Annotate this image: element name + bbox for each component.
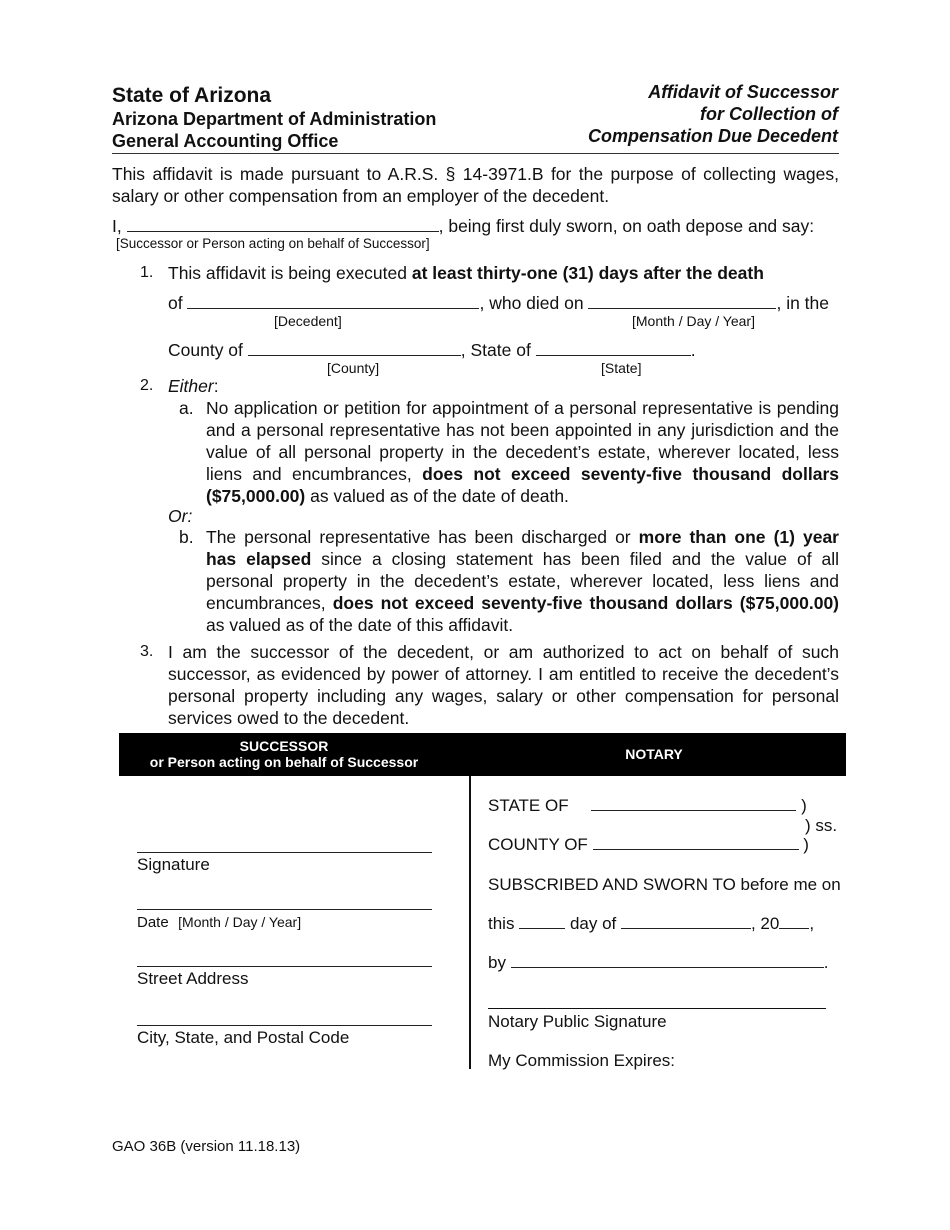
item1-county-line xyxy=(168,339,696,361)
notary-by-line: by . xyxy=(488,953,829,972)
header-divider xyxy=(112,153,839,154)
date-field[interactable] xyxy=(137,909,432,910)
item3-text: I am the successor of the decedent, or am authorized to act on behalf of such successor, as evidenced by power of attorney. I am entitled to receive the decedent’s personal property including any wages, salary or other compensation for personal services owed to the decedent. xyxy=(168,642,839,728)
successor-name-field[interactable] xyxy=(127,231,439,232)
by-label: by xyxy=(488,953,506,972)
item2a-letter: a. xyxy=(179,398,194,418)
county-prefix: County of xyxy=(168,340,243,360)
of-prefix: of xyxy=(168,293,183,313)
issuer-state: State of Arizona xyxy=(112,84,272,107)
item2a-text2: as valued as of the date of death. xyxy=(305,486,569,506)
notary-county-field[interactable] xyxy=(593,849,799,850)
notary-state-field[interactable] xyxy=(591,810,796,811)
item2a-text1: No application or petition for appointment of a personal representative is pending and a personal representative has not been appointed in any jurisdiction and the value of all personal property in the decedent’s estate, wherever located, less liens and encumbrances, xyxy=(206,398,839,484)
notary-day-field[interactable] xyxy=(519,928,565,929)
oath-line xyxy=(112,215,839,237)
subscribed-text: SUBSCRIBED AND SWORN TO before me on xyxy=(488,875,841,894)
decedent-name-field[interactable] xyxy=(187,308,479,309)
state-paren: ) xyxy=(801,796,807,815)
date-hint: [Month / Day / Year] xyxy=(178,914,302,930)
county-label: [County] xyxy=(327,360,380,376)
ss-label: ) ss. xyxy=(805,816,838,835)
successor-name-label: [Successor or Person acting on behalf of Successor] xyxy=(116,236,430,251)
item1-decedent-line xyxy=(168,292,829,314)
date-label-group xyxy=(137,912,301,932)
successor-header-line2: or Person acting on behalf of Successor xyxy=(149,754,419,770)
signature-table-header xyxy=(119,733,846,776)
death-date-field[interactable] xyxy=(588,308,776,309)
year-comma: , xyxy=(809,914,815,933)
state-of-label: STATE OF xyxy=(488,796,569,815)
form-title-line3: Compensation Due Decedent xyxy=(587,126,838,146)
state-prefix: , State of xyxy=(460,340,531,360)
item1-text-bold: at least thirty-one (31) days after the death xyxy=(411,263,764,283)
either-label xyxy=(168,375,219,397)
city-state-zip-label: City, State, and Postal Code xyxy=(137,1028,350,1047)
death-date-label: [Month / Day / Year] xyxy=(632,313,755,329)
commission-expires-label: My Commission Expires: xyxy=(488,1051,676,1070)
signature-label: Signature xyxy=(137,855,210,874)
notary-by-field[interactable] xyxy=(511,967,824,968)
successor-header-line1: SUCCESSOR xyxy=(239,738,329,754)
state-field[interactable] xyxy=(536,355,691,356)
notary-header: NOTARY xyxy=(625,746,683,762)
street-address-field[interactable] xyxy=(137,966,432,967)
item2b-text2: since a closing statement has been filed and the value of all personal property in the decedent’s estate, wherever located, less liens and encumbrances, xyxy=(206,549,839,613)
notary-date-line xyxy=(488,914,814,934)
form-title-line1: Affidavit of Successor xyxy=(648,82,838,102)
or-label: Or: xyxy=(168,506,193,526)
item2b-letter: b. xyxy=(179,527,194,547)
period: . xyxy=(690,340,696,360)
item1-text xyxy=(168,262,839,284)
date-label: Date xyxy=(137,914,169,931)
city-state-zip-field[interactable] xyxy=(137,1025,432,1026)
county-of-label: COUNTY OF xyxy=(488,835,588,854)
issuer-department: Arizona Department of Administration xyxy=(112,109,437,129)
item1-number: 1. xyxy=(140,264,154,281)
notary-state-line xyxy=(488,796,807,816)
item2b-bold2: does not exceed seventy-five thousand dollars ($75,000.00) xyxy=(332,593,839,613)
notary-signature-field[interactable] xyxy=(488,1008,826,1009)
oath-prefix: I, xyxy=(112,216,122,236)
signature-field[interactable] xyxy=(137,852,432,853)
this-label: this xyxy=(488,914,515,933)
died-on-text: , who died on xyxy=(479,293,584,313)
day-of-label: day of xyxy=(569,914,617,933)
either-text: Either xyxy=(168,376,214,396)
state-label: [State] xyxy=(601,360,642,376)
year-prefix: , 20 xyxy=(750,914,780,933)
item1-text-plain: This affidavit is being executed xyxy=(168,263,412,283)
item2b-text xyxy=(206,526,839,636)
item2b-text3: as valued as of the date of this affidavit. xyxy=(206,615,514,635)
issuer-office: General Accounting Office xyxy=(112,131,339,151)
either-colon: : xyxy=(213,376,219,396)
in-the-text: , in the xyxy=(776,293,830,313)
item2a-bold: does not exceed seventy-five thousand dollars ($75,000.00) xyxy=(206,464,840,506)
column-divider xyxy=(469,776,471,1069)
notary-signature-label: Notary Public Signature xyxy=(488,1012,667,1031)
county-field[interactable] xyxy=(248,355,461,356)
item3-number: 3. xyxy=(140,643,154,660)
oath-suffix: , being first duly sworn, on oath depose and say: xyxy=(438,216,815,236)
decedent-label: [Decedent] xyxy=(274,313,342,329)
item2-number: 2. xyxy=(140,377,154,394)
item2b-bold1: more than one (1) year has elapsed xyxy=(206,527,839,569)
intro-paragraph: This affidavit is made pursuant to A.R.S. § 14-3971.B for the purpose of collecting wages, salary or other compensation from an employer of the decedent. xyxy=(112,164,839,206)
notary-month-field[interactable] xyxy=(621,928,751,929)
notary-county-line xyxy=(488,835,809,855)
street-address-label: Street Address xyxy=(137,969,249,988)
notary-year-field[interactable] xyxy=(779,928,809,929)
item2a-text xyxy=(206,397,839,507)
form-title-line2: for Collection of xyxy=(700,104,838,124)
form-version-footer: GAO 36B (version 11.18.13) xyxy=(112,1138,301,1155)
county-paren: ) xyxy=(803,835,809,854)
item2b-text1: The personal representative has been discharged or xyxy=(206,527,639,547)
